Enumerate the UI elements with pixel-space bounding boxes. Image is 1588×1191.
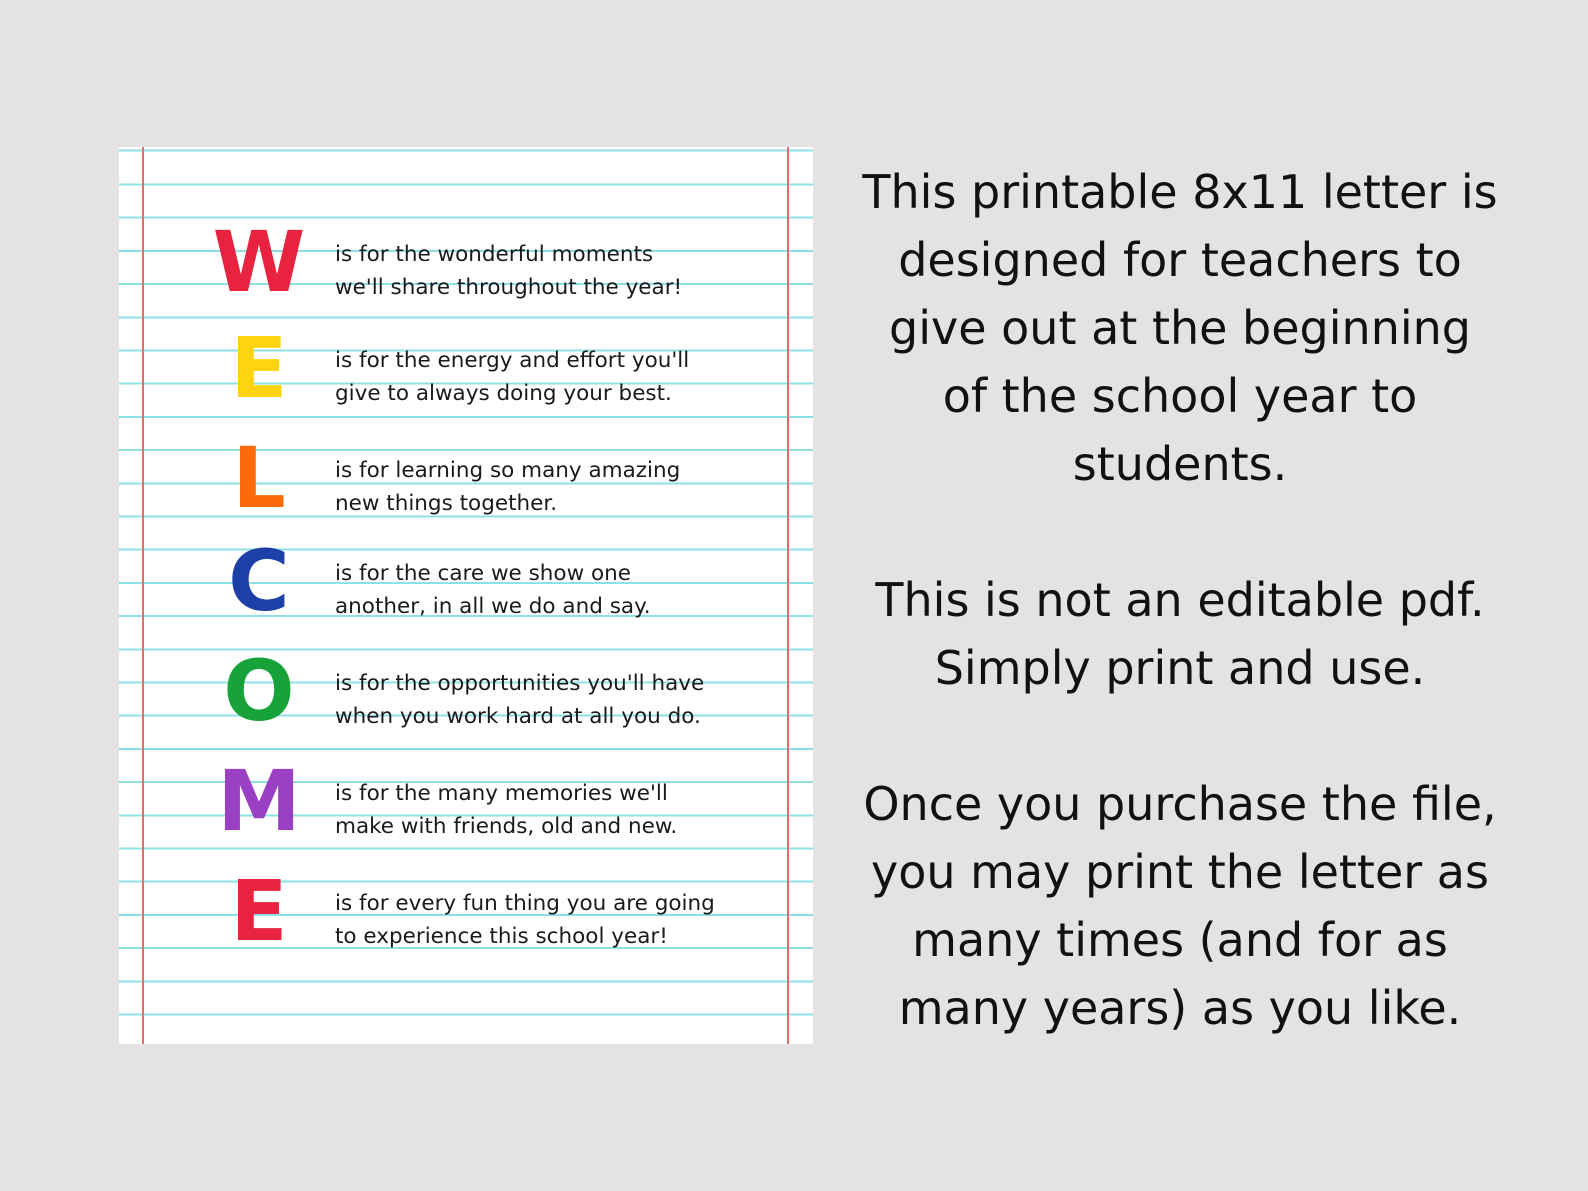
acrostic-text-e-final: is for every fun thing you are going to experience this school year! <box>335 891 715 949</box>
description-paragraph-1: This printable 8x11 letter is designed for teachers to give out at the beginning of the school year to students. <box>862 165 1498 491</box>
acrostic-text-m: is for the many memories we'll make with friends, old and new. <box>335 781 678 839</box>
acrostic-letter-w: W <box>212 213 306 311</box>
acrostic-row-e-final <box>119 863 813 959</box>
acrostic-row-m <box>119 753 813 849</box>
acrostic-row-e <box>119 320 813 416</box>
acrostic-text-e: is for the energy and effort you'll give to always doing your best. <box>335 348 690 406</box>
acrostic-row-o <box>119 643 813 739</box>
acrostic-letter-o: O <box>223 642 295 740</box>
description-paragraph-2: This is not an editable pdf. Simply print and use. <box>875 573 1485 695</box>
description-paragraph-3: Once you purchase the file, you may print the letter as many times (and for as many years) as you like. <box>863 777 1497 1035</box>
acrostic-letter-e-final: E <box>230 862 288 960</box>
acrostic-row-w <box>119 214 813 310</box>
acrostic-letter-c: C <box>228 532 290 630</box>
product-description <box>850 158 1510 1110</box>
acrostic-letter-e: E <box>230 319 288 417</box>
acrostic-text-w: is for the wonderful moments we'll share throughout the year! <box>335 242 683 300</box>
printable-letter-sheet <box>119 147 813 1044</box>
acrostic-row-l <box>119 430 813 526</box>
acrostic-letter-l: L <box>232 429 286 527</box>
acrostic-text-o: is for the opportunities you'll have when you work hard at all you do. <box>335 671 705 729</box>
acrostic-row-c <box>119 533 813 629</box>
acrostic-letter-m: M <box>217 752 301 850</box>
acrostic-text-c: is for the care we show one another, in all we do and say. <box>335 561 651 619</box>
acrostic-text-l: is for learning so many amazing new things together. <box>335 458 681 516</box>
